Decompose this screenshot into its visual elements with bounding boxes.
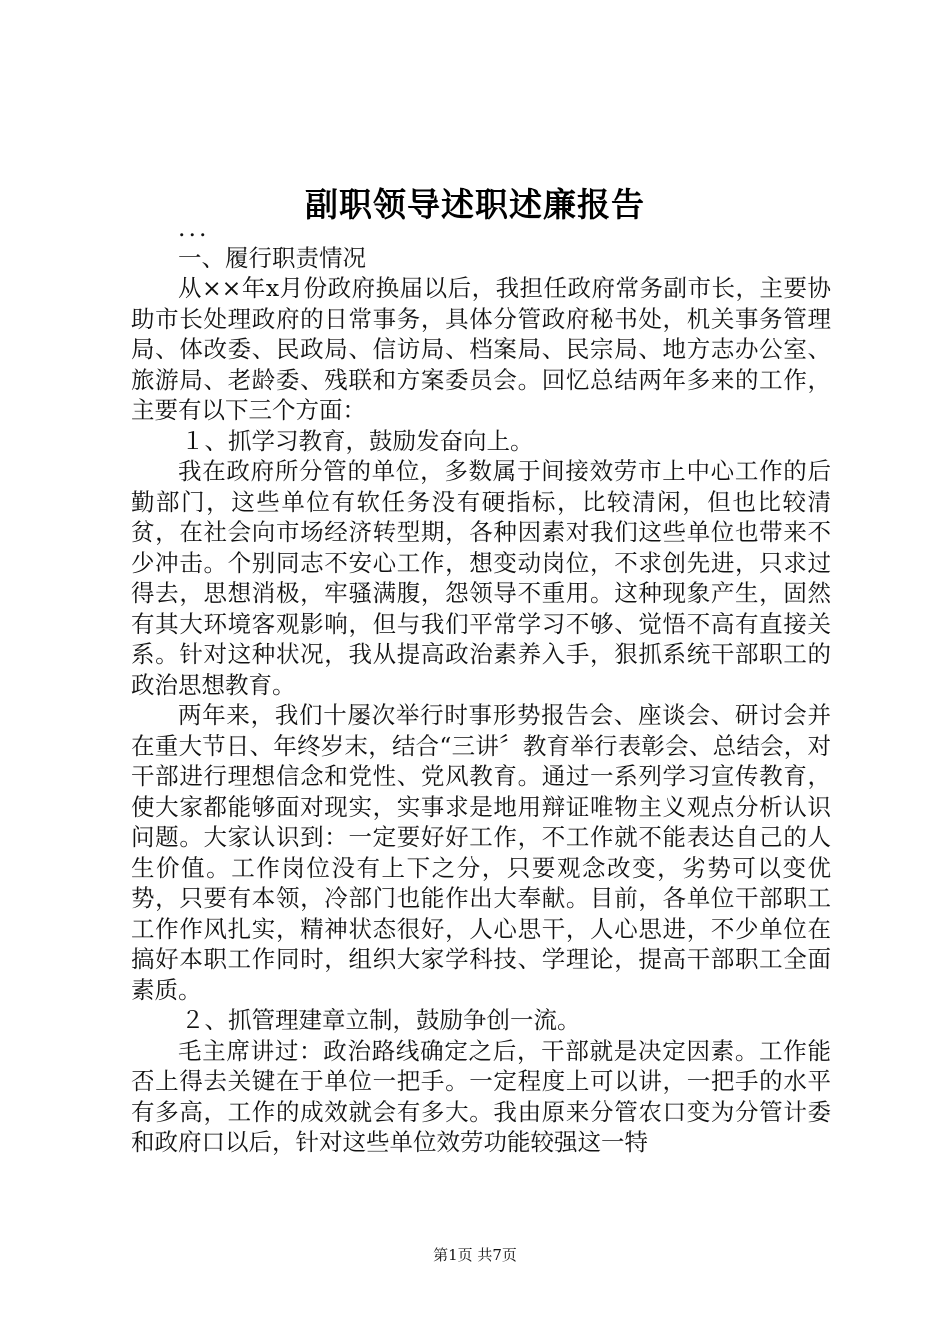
ellipsis-marker: ... xyxy=(178,214,210,242)
document-title: 副职领导述职述廉报告 xyxy=(305,185,645,224)
paragraph: 从××年x月份政府换届以后，我担任政府常务副市长，主要协助市长处理政府的日常事务，具体分管政府秘书处，机关事务管理局、体改委、民政局、信访局、档案局、民宗局、地方志办公室、旅游局、老龄委、残联和方案委员会。回忆总结两年多来的工作，主要有以下三个方面： xyxy=(131,274,831,424)
paragraph: 两年来，我们十屡次举行时事形势报告会、座谈会、研讨会并在重大节日、年终岁末，结合“三讲〞教育举行表彰会、总结会，对干部进行理想信念和党性、党风教育。通过一系列学习宣传教育，使大家都能够面对现实，实事求是地用辩证唯物主义观点分析认识问题。大家认识到：一定要好好工作，不工作就不能表达自己的人生价值。工作岗位没有上下之分，只要观念改变，劣势可以变优势，只要有本领，冷部门也能作出大奉献。目前，各单位干部职工工作作风扎实，精神状态很好，人心思干，人心思进，不少单位在搞好本职工作同时，组织大家学科技、学理论，提高干部职工全面素质。 xyxy=(131,701,831,1004)
paragraph: 毛主席讲过：政治路线确定之后，干部就是决定因素。工作能否上得去关键在于单位一把手。一定程度上可以讲，一把手的水平有多高，工作的成效就会有多大。我由原来分管农口变为分管计委和政府口以后，针对这些单位效劳功能较强这一特 xyxy=(131,1036,831,1156)
subsection-heading: １、抓学习教育，鼓励发奋向上。 xyxy=(181,426,534,455)
paragraph: 我在政府所分管的单位，多数属于间接效劳市上中心工作的后勤部门，这些单位有软任务没有硬指标，比较清闲，但也比较清贫，在社会向市场经济转型期，各种因素对我们这些单位也带来不少冲击。个别同志不安心工作，想变动岗位，不求创先进，只求过得去，思想消极，牢骚满腹，怨领导不重用。这种现象产生，固然有其大环境客观影响，但与我们平常学习不够、觉悟不高有直接关系。针对这种状况，我从提高政治素养入手，狠抓系统干部职工的政治思想教育。 xyxy=(131,457,831,699)
subsection-heading: ２、抓管理建章立制，鼓励争创一流。 xyxy=(181,1006,581,1034)
section-heading: 一、履行职责情况 xyxy=(178,243,366,272)
page-footer: 第1页 共7页 xyxy=(433,1246,517,1264)
document-body xyxy=(131,212,831,1158)
